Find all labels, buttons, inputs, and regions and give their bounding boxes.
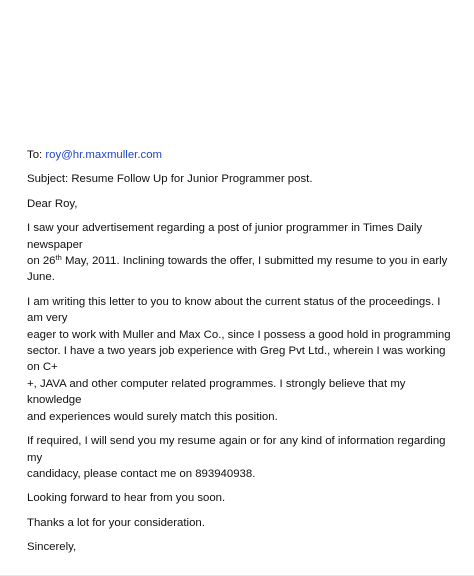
paragraph-advertisement [27,220,452,286]
paragraph-line [27,253,452,286]
greeting: Dear Roy, [27,197,78,210]
to-label: To: [27,149,43,161]
letter-body [27,147,452,556]
paragraph-line: +, JAVA and other computer related programmes. I strongly believe that my knowledge [27,377,406,407]
paragraph-line: I am writing this letter to you to know about the current status of the proceedings. I am very [27,295,441,325]
paragraph-line: sector. I have a two years job experience with Greg Pvt Ltd., wherein I was working on C+ [27,345,446,374]
paragraph-status-inquiry [27,294,452,425]
recipient-line [27,147,452,163]
paragraph-contact [27,433,452,482]
ordinal-suffix: th [55,253,62,263]
paragraph-thanks: Thanks a lot for your consideration. [27,516,205,529]
date-suffix-text: May, 2011. Inclining towards the offer, I submitted my resume to you in early June. [27,255,448,284]
paragraph-line: I saw your advertisement regarding a post of junior programmer in Times Daily newspaper [27,222,423,251]
paragraph-line: If required, I will send you my resume again or for any kind of information regarding my [27,435,446,464]
paragraph-looking-forward: Looking forward to hear from you soon. [27,492,226,505]
closing: Sincerely, [27,541,77,554]
recipient-email-link[interactable]: roy@hr.maxmuller.com [45,149,163,161]
paragraph-line: eager to work with Muller and Max Co., since I possess a good hold in programming [27,328,451,341]
date-prefix: on 26 [27,255,56,268]
paragraph-line: and experiences would surely match this position. [27,410,278,423]
subject-line: Subject: Resume Follow Up for Junior Programmer post. [27,173,313,186]
paragraph-line: candidacy, please contact me on 893940938. [27,467,256,480]
